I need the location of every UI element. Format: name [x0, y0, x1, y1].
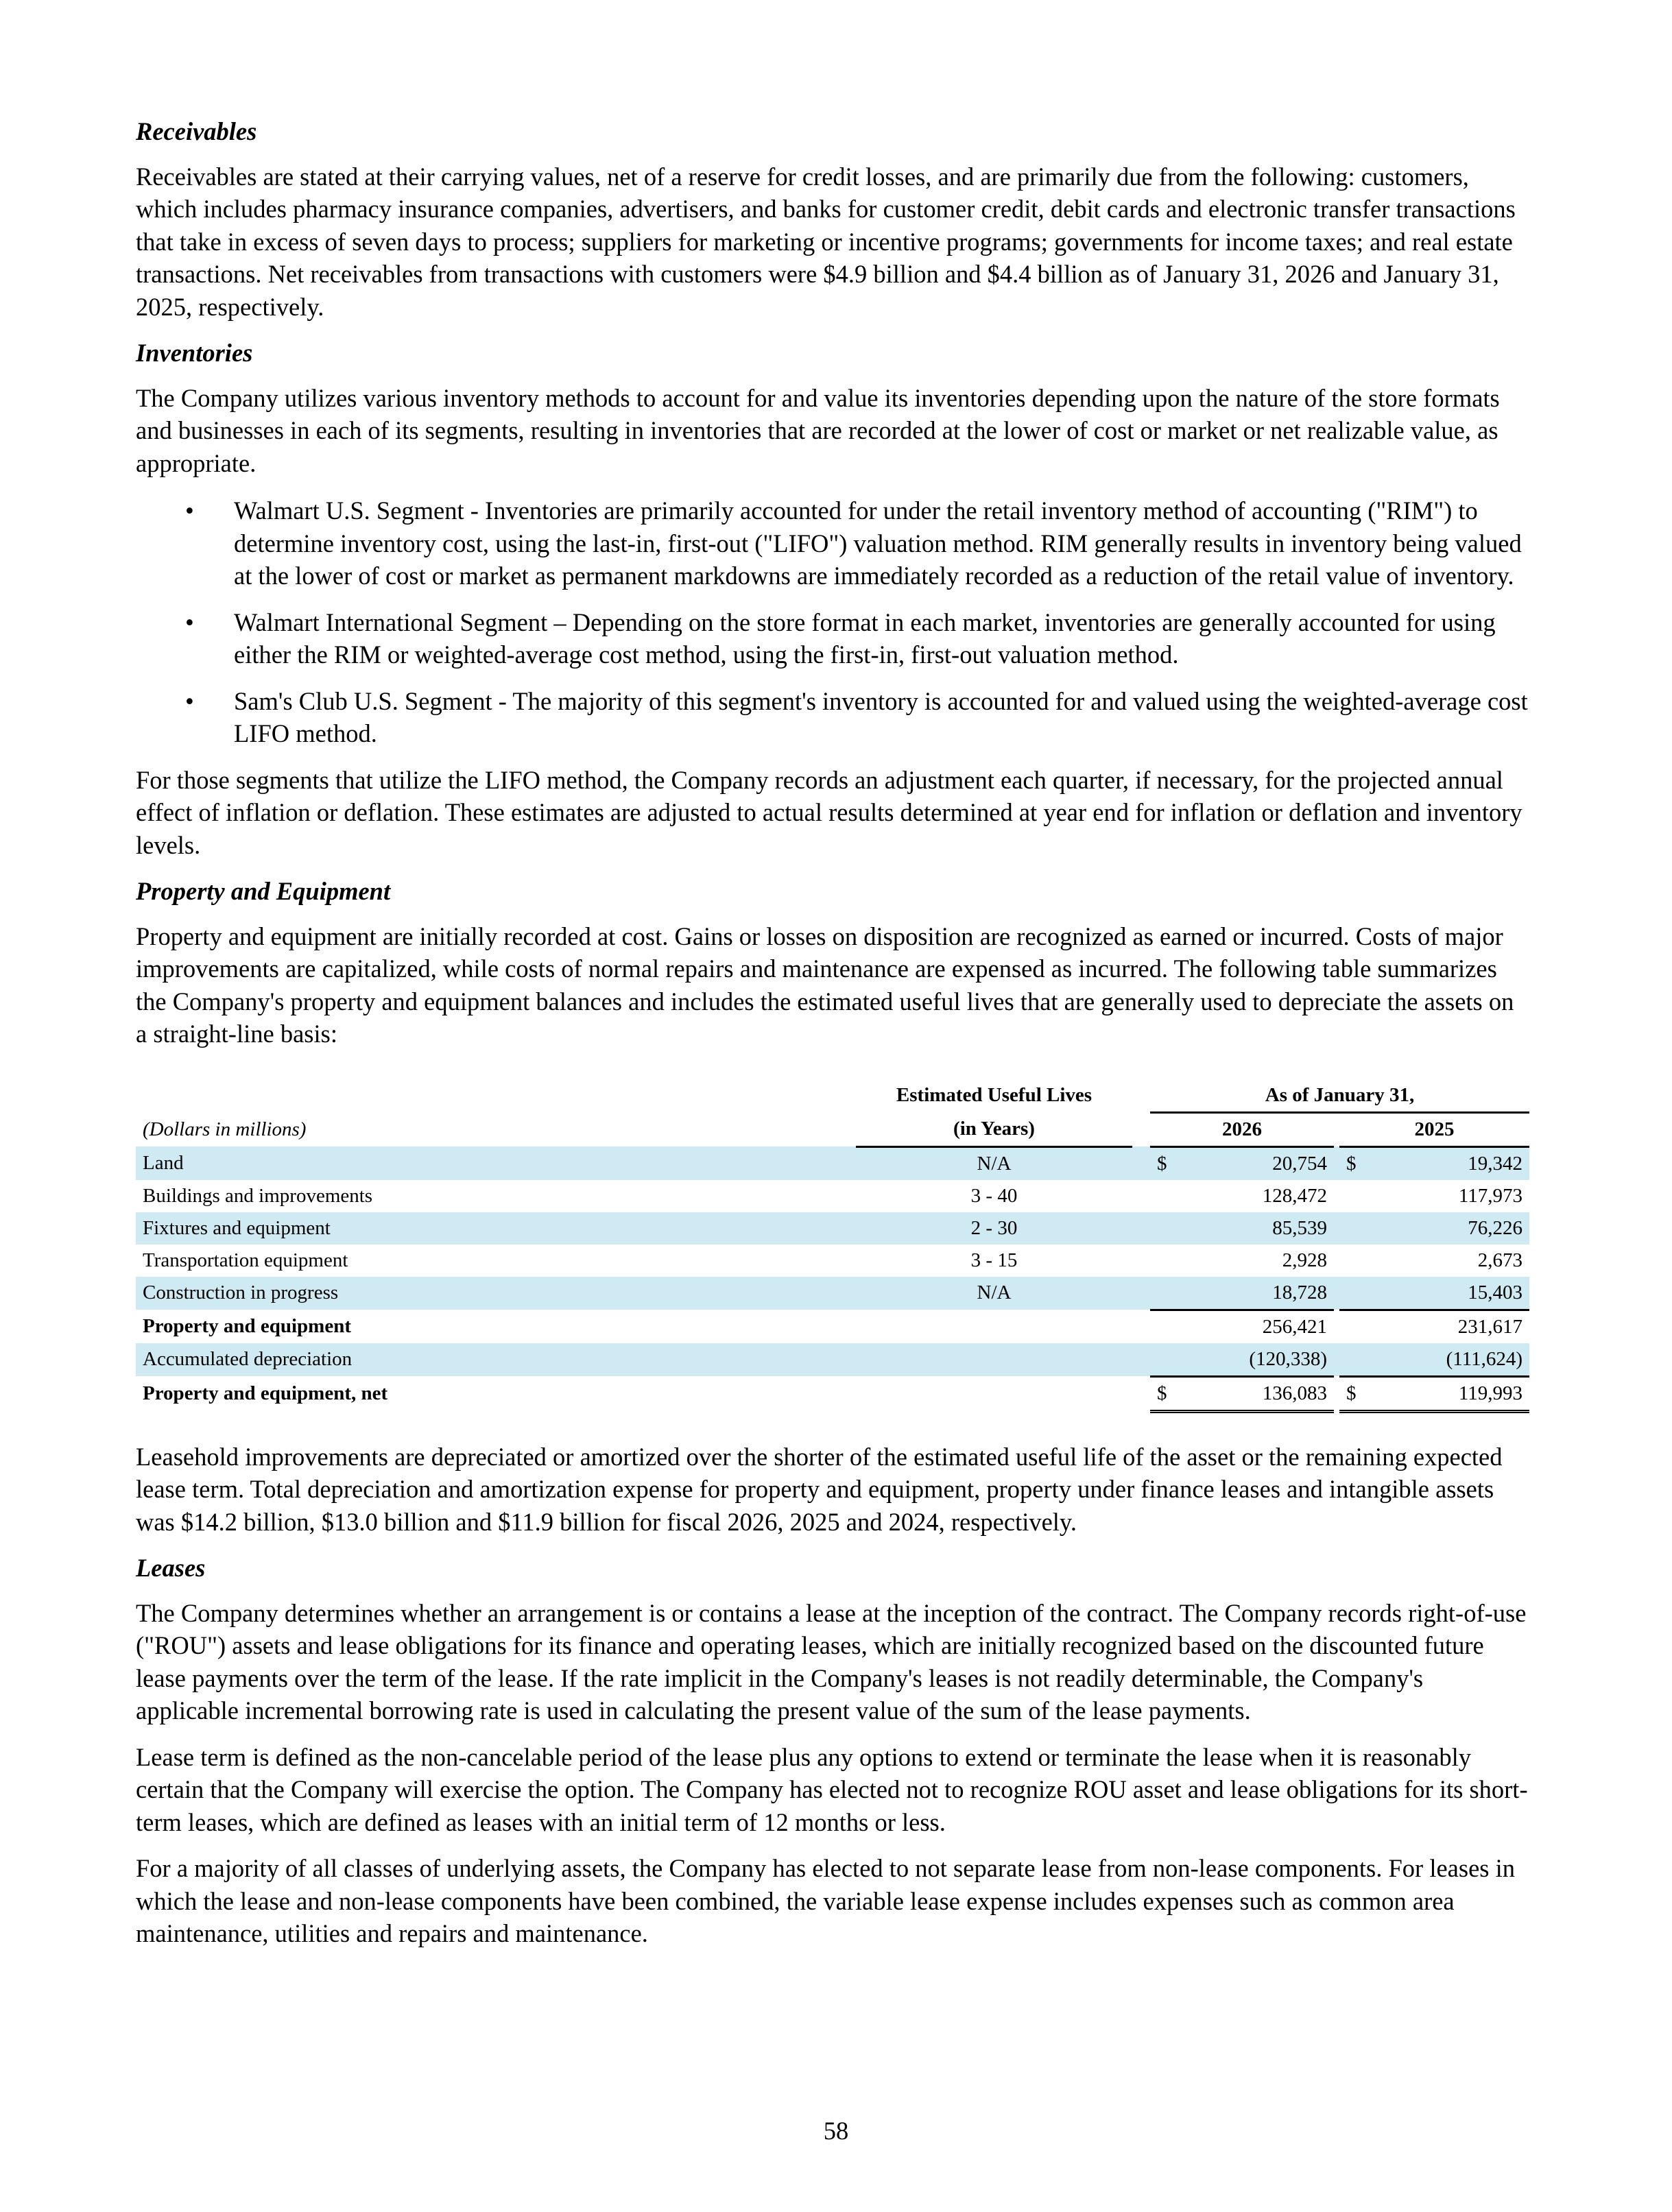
- row-value-2025: 15,403: [1367, 1277, 1529, 1310]
- row-life: 3 - 40: [970, 1184, 1018, 1207]
- table-row: [136, 1180, 1529, 1212]
- leases-paragraph-1: The Company determines whether an arrangement is or contains a lease at the inception of the contract. The Company records right-of-use ("ROU") assets and lease obligations for its finance and operating leases, which are initially recognized based on the discounted future lease payments over the term of the lease. If the rate implicit in the Company's leases is not readily determinable, the Company's applicable incremental borrowing rate is used in calculating the present value of the sum of the lease payments.: [136, 1598, 1527, 1724]
- receivables-heading: Receivables: [136, 117, 257, 145]
- row-label: Land: [136, 1146, 856, 1180]
- row-value-2025: 119,993: [1367, 1376, 1529, 1411]
- list-item-text: Sam's Club U.S. Segment - The majority of this segment's inventory is accounted for and valued using the weighted-average cost LIFO method.: [234, 686, 1528, 747]
- row-value-2025: 117,973: [1458, 1184, 1523, 1207]
- unit-label: (Dollars in millions): [143, 1118, 307, 1140]
- row-value-2026: 20,754: [1178, 1146, 1334, 1180]
- dollar-sign: $: [1150, 1376, 1178, 1411]
- table-header-row-2: [136, 1112, 1529, 1146]
- table-row: [136, 1343, 1529, 1377]
- inventories-closing-paragraph: For those segments that utilize the LIFO method, the Company records an adjustment each quarter, if necessary, for the projected annual effect of inflation or deflation. These estimates are adjusted to actual results determined at year end for inflation or deflation and inventory levels.: [136, 765, 1522, 859]
- page-content: [136, 115, 1529, 1950]
- table-row-subtotal: [136, 1310, 1529, 1343]
- depreciation-paragraph: Leasehold improvements are depreciated or amortized over the shorter of the estimated useful life of the asset or the remaining expected lease term. Total depreciation and amortization expense for property and equipment, property under finance leases and intangible assets was $14.2 billion, $13.0 billion and $11.9 billion for fiscal 2026, 2025 and 2024, respectively.: [136, 1442, 1503, 1536]
- row-label: Construction in progress: [136, 1277, 856, 1310]
- row-value-2026: 2,928: [1282, 1249, 1327, 1271]
- list-item-text: Walmart U.S. Segment - Inventories are primarily accounted for under the retail inventory method of accounting ("RIM") to determine inventory cost, using the last-in, first-out ("LIFO") valuation method. RIM generally results in inventory being valued at the lower of cost or market as permanent markdowns are immediately recorded as a reduction of the retail value of inventory.: [234, 496, 1522, 590]
- list-item: [136, 494, 1529, 592]
- row-label: Buildings and improvements: [143, 1184, 373, 1207]
- bullet-icon: •: [185, 496, 194, 525]
- dollar-sign: $: [1339, 1146, 1367, 1180]
- leases-paragraph-2: Lease term is defined as the non-cancelable period of the lease plus any options to extend or terminate the lease when it is reasonably certain that the Company will exercise the option. The Company has elected not to recognize ROU asset and lease obligations for its short-term leases, which are defined as leases with an initial term of 12 months or less.: [136, 1742, 1528, 1836]
- row-value-2025: 2,673: [1477, 1249, 1523, 1271]
- useful-lives-header: Estimated Useful Lives: [896, 1084, 1092, 1107]
- list-item: [136, 685, 1529, 750]
- row-value-2026: 85,539: [1178, 1212, 1334, 1245]
- inventories-paragraph: The Company utilizes various inventory methods to account for and value its inventories depending upon the nature of the store formats and businesses in each of its segments, resulting in inventories that are recorded at the lower of cost or market or net realizable value, as appropriate.: [136, 383, 1500, 477]
- property-equipment-table: [136, 1079, 1529, 1413]
- table-row: [136, 1277, 1529, 1310]
- row-label: Property and equipment, net: [143, 1382, 388, 1404]
- row-life: N/A: [856, 1277, 1132, 1310]
- leases-heading: Leases: [136, 1554, 206, 1582]
- table-row: [136, 1212, 1529, 1245]
- row-value-2025: (111,624): [1367, 1343, 1529, 1377]
- bullet-icon: •: [185, 608, 194, 636]
- row-life: N/A: [856, 1146, 1132, 1180]
- bullet-icon: •: [185, 686, 194, 715]
- dollar-sign: $: [1150, 1146, 1178, 1180]
- row-value-2026: 256,421: [1262, 1315, 1327, 1338]
- row-label: Property and equipment: [143, 1314, 351, 1337]
- row-value-2025: 231,617: [1457, 1315, 1523, 1338]
- list-item: [136, 606, 1529, 671]
- table-header-row-1: [136, 1079, 1529, 1113]
- row-value-2025: 19,342: [1367, 1146, 1529, 1180]
- row-value-2026: (120,338): [1178, 1343, 1334, 1377]
- leases-paragraph-3: For a majority of all classes of underlying assets, the Company has elected to not separate lease from non-lease components. For leases in which the lease and non-lease components have been combined, the variable lease expense includes expenses such as common area maintenance, utilities and repairs and maintenance.: [136, 1854, 1515, 1947]
- row-label: Fixtures and equipment: [136, 1212, 856, 1245]
- row-life: 2 - 30: [856, 1212, 1132, 1245]
- row-value-2025: 76,226: [1367, 1212, 1529, 1245]
- year-2025-header: 2025: [1339, 1112, 1529, 1146]
- row-value-2026: 128,472: [1262, 1184, 1327, 1207]
- inventory-segment-list: [136, 494, 1529, 750]
- table-row: [136, 1146, 1529, 1180]
- dollar-sign: $: [1339, 1376, 1367, 1411]
- row-value-2026: 18,728: [1178, 1277, 1334, 1310]
- period-header: As of January 31,: [1150, 1079, 1529, 1113]
- property-heading: Property and Equipment: [136, 877, 391, 905]
- property-paragraph: Property and equipment are initially recorded at cost. Gains or losses on disposition are recognized as earned or incurred. Costs of major improvements are capitalized, while costs of normal repairs and maintenance are expensed as incurred. The following table summarizes the Company's property and equipment balances and includes the estimated useful lives that are generally used to depreciate the assets on a straight-line basis:: [136, 922, 1514, 1048]
- page-number: 58: [823, 2117, 849, 2145]
- receivables-paragraph: Receivables are stated at their carrying values, net of a reserve for credit losses, and are primarily due from the following: customers, which includes pharmacy insurance companies, advertisers, and banks for customer credit, debit cards and electronic transfer transactions that take in excess of seven days to process; suppliers for marketing or incentive programs; governments for income taxes; and real estate transactions. Net receivables from transactions with customers were $4.9 billion and $4.4 billion as of January 31, 2026 and January 31, 2025, respectively.: [136, 162, 1516, 321]
- row-life: 3 - 15: [970, 1249, 1018, 1271]
- list-item-text: Walmart International Segment – Depending on the store format in each market, inventories are generally accounted for using either the RIM or weighted-average cost method, using the first-in, first-out valuation method.: [234, 608, 1496, 669]
- table-row: [136, 1245, 1529, 1277]
- row-label: Transportation equipment: [143, 1249, 348, 1271]
- table-row-total: [136, 1376, 1529, 1411]
- row-value-2026: 136,083: [1178, 1376, 1334, 1411]
- row-label: Accumulated depreciation: [136, 1343, 856, 1377]
- useful-lives-unit-header: (in Years): [856, 1112, 1132, 1146]
- inventories-heading: Inventories: [136, 339, 253, 367]
- year-2026-header: 2026: [1150, 1112, 1334, 1146]
